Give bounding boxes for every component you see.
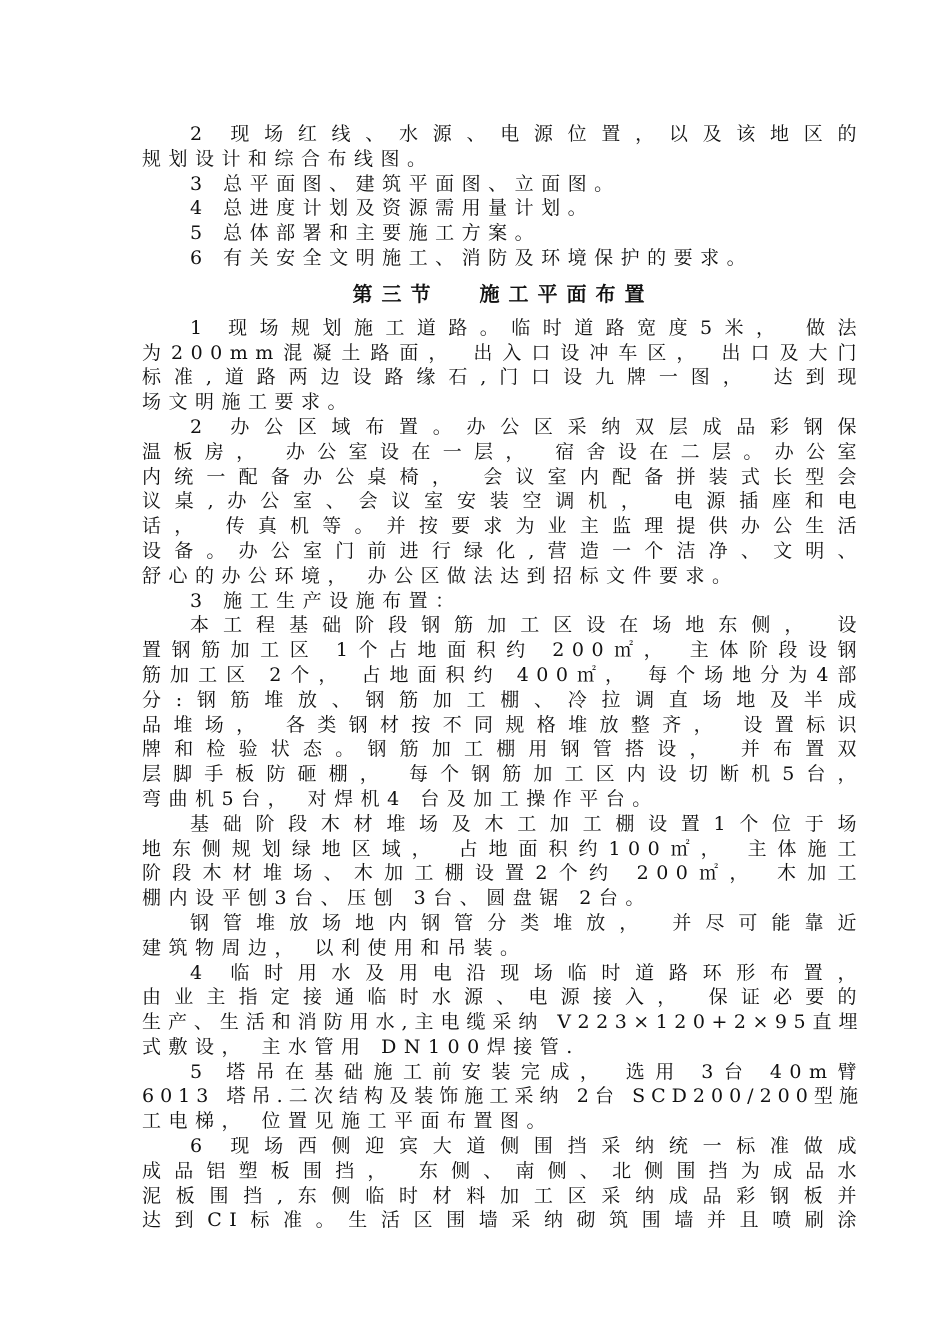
text-line: 置钢筋加工区 1个占地面积约 200㎡， 主体阶段设钢 <box>142 639 864 662</box>
paragraph-facilities-title <box>142 589 864 614</box>
list-item <box>142 246 864 271</box>
text-line: 议桌,办公室、会议室安装空调机， 电源插座和电 <box>142 490 864 513</box>
text-line: 钢管堆放场地内钢管分类堆放， 并尽可能靠近 <box>190 911 864 934</box>
document-body <box>142 122 864 1233</box>
text-line: 筋加工区 2个， 占地面积约 400㎡， 每个场地分为4部 <box>142 663 864 686</box>
text-line: 4 总进度计划及资源需用量计划。 <box>190 197 595 220</box>
text-line: 棚内设平刨3台、压刨 3台、圆盘锯 2台。 <box>142 887 652 910</box>
text-line: 5 塔吊在基础施工前安装完成， 选用 3台 40m臂 <box>190 1060 864 1083</box>
text-line: 建筑物周边， 以利使用和吊装。 <box>142 936 527 959</box>
text-line: 式敷设， 主水管用 DN100焊接管. <box>142 1035 580 1058</box>
text-line: 3 施工生产设施布置： <box>190 589 462 612</box>
text-line: 地东侧规划绿地区域， 占地面积约100㎡， 主体施工 <box>142 837 864 860</box>
text-line: 场文明施工要求。 <box>142 391 355 414</box>
paragraph-hoarding <box>142 1134 864 1233</box>
text-line: 6 现场西侧迎宾大道侧围挡采纳统一标准做成 <box>190 1135 864 1158</box>
text-line: 1 现场规划施工道路。临时道路宽度5米， 做法 <box>190 316 864 339</box>
text-line: 牌和检验状态。钢筋加工棚用钢管搭设， 并布置双 <box>142 738 864 761</box>
text-line: 规划设计和综合布线图。 <box>142 147 434 170</box>
text-line: 温板房， 办公室设在一层， 宿舍设在二层。办公室 <box>142 440 864 463</box>
text-line: 本工程基础阶段钢筋加工区设在场地东侧， 设 <box>190 614 864 637</box>
text-line: 弯曲机5台， 对焊机4 台及加工操作平台。 <box>142 787 659 810</box>
text-line: 3 总平面图、建筑平面图、立面图。 <box>190 172 621 195</box>
text-line: 内统一配备办公桌椅， 会议室内配备拼装式长型会 <box>142 465 864 488</box>
paragraph-tower-crane <box>142 1060 864 1134</box>
text-line: 由业主指定接通临时水源、电源接入， 保证必要的 <box>142 986 864 1009</box>
text-line: 品堆场， 各类钢材按不同规格堆放整齐， 设置标识 <box>142 713 864 736</box>
paragraph-timber <box>142 812 864 911</box>
text-line: 成品铝塑板围挡， 东侧、南侧、北侧围挡为成品水 <box>142 1159 864 1182</box>
section-number: 第三节 <box>352 281 440 306</box>
text-line: 舒心的办公环境， 办公区做法达到招标文件要求。 <box>142 564 739 587</box>
text-line: 工电梯， 位置见施工平面布置图。 <box>142 1110 554 1133</box>
text-line: 基础阶段木材堆场及木工加工棚设置1个位于场 <box>190 812 864 835</box>
text-line: 标准,道路两边设路缘石,门口设九牌一图， 达到现 <box>142 366 864 389</box>
list-item <box>142 172 864 197</box>
text-line: 话， 传真机等。并按要求为业主监理提供办公生活 <box>142 515 864 538</box>
text-line: 阶段木材堆场、木加工棚设置2个约 200㎡， 木加工 <box>142 862 864 885</box>
paragraph-rebar <box>142 613 864 811</box>
text-line: 6 有关安全文明施工、消防及环境保护的要求。 <box>190 246 754 269</box>
list-item <box>142 221 864 246</box>
text-line: 2 办公区域布置。办公区采纳双层成品彩钢保 <box>190 415 864 438</box>
text-line: 生产、生活和消防用水,主电缆采纳 V223×120+2×95直埋 <box>142 1011 864 1034</box>
text-line: 4 临时用水及用电沿现场临时道路环形布置， <box>190 961 864 984</box>
list-item <box>142 196 864 221</box>
paragraph-steel-pipe <box>142 911 864 961</box>
text-line: 为200mm混凝土路面， 出入口设冲车区， 出口及大门 <box>142 341 864 364</box>
text-line: 6013 塔吊.二次结构及装饰施工采纳 2台 SCD200/200型施 <box>142 1085 864 1108</box>
text-line: 层脚手板防砸棚， 每个钢筋加工区内设切断机5台， <box>142 763 864 786</box>
text-line: 分:钢筋堆放、钢筋加工棚、冷拉调直场地及半成 <box>142 688 864 711</box>
paragraph-water-power <box>142 961 864 1060</box>
paragraph-roads <box>142 316 864 415</box>
text-line: 2 现场红线、水源、电源位置，以及该地区的 <box>190 123 864 145</box>
text-line: 泥板围挡,东侧临时材料加工区采纳成品彩钢板并 <box>142 1184 864 1207</box>
section-heading <box>142 279 864 309</box>
text-line: 达到CI标准。生活区围墙采纳砌筑围墙并且喷刷涂 <box>142 1209 864 1232</box>
text-line: 5 总体部署和主要施工方案。 <box>190 222 542 245</box>
text-line: 设备。办公室门前进行绿化,营造一个洁净、文明、 <box>142 539 864 562</box>
list-item <box>142 122 864 172</box>
paragraph-office <box>142 415 864 589</box>
section-title: 施工平面布置 <box>479 281 654 306</box>
